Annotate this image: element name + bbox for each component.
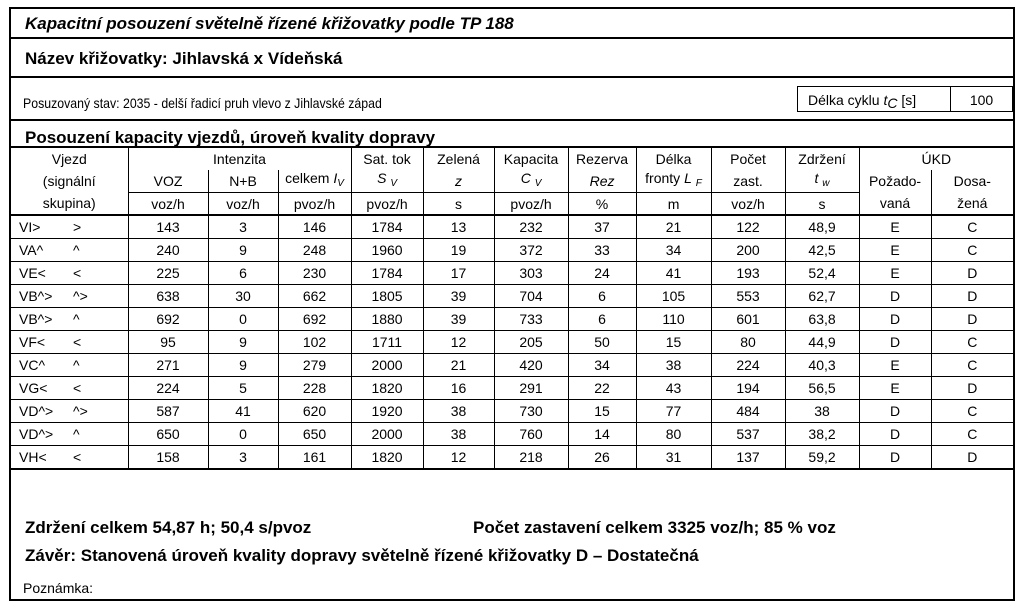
- cell-celkem: 692: [278, 308, 351, 331]
- cell-voz: 638: [128, 285, 208, 308]
- cell-celkem: 230: [278, 262, 351, 285]
- section-title: Posouzení kapacity vjezdů, úroveň kvality dopravy: [25, 128, 436, 147]
- cell-z: 12: [423, 446, 494, 470]
- col-head-dosazena-2: žená: [931, 193, 1013, 216]
- cell-kap: 760: [494, 423, 568, 446]
- cell-rez: 37: [568, 215, 636, 239]
- table-row: [11, 215, 1013, 239]
- unit-nb: voz/h: [208, 193, 278, 216]
- cell-celkem: 248: [278, 239, 351, 262]
- cell-pocet: 194: [711, 377, 785, 400]
- cell-tw: 38: [785, 400, 859, 423]
- note-row: [11, 575, 1013, 599]
- cell-lf: 105: [636, 285, 711, 308]
- cell-nb: 9: [208, 354, 278, 377]
- direction: >: [73, 219, 82, 235]
- table-row: [11, 423, 1013, 446]
- cell-nb: 41: [208, 400, 278, 423]
- cell-sat: 1820: [351, 446, 423, 470]
- cell-z: 12: [423, 331, 494, 354]
- cell-nb: 6: [208, 262, 278, 285]
- cell-sat: 1960: [351, 239, 423, 262]
- col-head-rezerva: Rezerva: [568, 147, 636, 170]
- col-head-pocet-2: zast.: [711, 170, 785, 193]
- unit-pocet: voz/h: [711, 193, 785, 216]
- cell-tw: 59,2: [785, 446, 859, 470]
- col-head-vjezd: Vjezd: [11, 147, 128, 170]
- unit-delka: m: [636, 193, 711, 216]
- col-head-dosazena: Dosa-: [931, 170, 1013, 193]
- cell-rez: 15: [568, 400, 636, 423]
- cell-sat: 1711: [351, 331, 423, 354]
- cell-poz: E: [859, 215, 931, 239]
- cycle-length-label: Délka cyklu tC [s]: [808, 92, 917, 111]
- cell-tw: 62,7: [785, 285, 859, 308]
- cell-celkem: 228: [278, 377, 351, 400]
- cell-lf: 31: [636, 446, 711, 470]
- cell-dos: D: [931, 446, 1013, 470]
- assessed-state: Posuzovaný stav: 2035 - delší řadicí pruh vlevo z Jihlavské západ: [23, 95, 382, 111]
- table-row: [11, 262, 1013, 285]
- signal-group: VA^: [19, 242, 44, 258]
- direction: ^>: [73, 288, 88, 304]
- direction: <: [73, 380, 82, 396]
- col-head-nb: N+B: [208, 170, 278, 193]
- cell-z: 17: [423, 262, 494, 285]
- signal-group: VD^>: [19, 403, 54, 419]
- table-row: [11, 446, 1013, 470]
- cell-rez: 22: [568, 377, 636, 400]
- direction: <: [73, 265, 82, 281]
- cycle-length-label-cell: [797, 86, 951, 112]
- cell-voz: 224: [128, 377, 208, 400]
- cell-tw: 38,2: [785, 423, 859, 446]
- cell-dos: C: [931, 354, 1013, 377]
- cell-sat: 1784: [351, 262, 423, 285]
- total-delay: Zdržení celkem 54,87 h; 50,4 s/pvoz: [25, 518, 312, 537]
- cell-celkem: 102: [278, 331, 351, 354]
- document-title: Kapacitní posouzení světelně řízené křižovatky podle TP 188: [25, 14, 514, 33]
- table-row: [11, 400, 1013, 423]
- conclusion-row: [11, 543, 1013, 573]
- cell-pocet: 193: [711, 262, 785, 285]
- capacity-assessment-sheet: [9, 7, 1015, 601]
- header-row-1: [11, 147, 1013, 170]
- cell-dos: C: [931, 400, 1013, 423]
- cell-vjezd: [11, 377, 128, 400]
- cell-lf: 110: [636, 308, 711, 331]
- signal-group: VC^: [19, 357, 46, 373]
- cell-voz: 587: [128, 400, 208, 423]
- table-row: [11, 377, 1013, 400]
- col-head-delka-sym: fronty L $_F$: [636, 170, 711, 193]
- direction: <: [73, 449, 82, 465]
- signal-group: VB^>: [19, 311, 53, 327]
- cell-voz: 143: [128, 215, 208, 239]
- cell-nb: 9: [208, 239, 278, 262]
- intersection-name-row: [11, 39, 1013, 78]
- direction: ^: [73, 242, 80, 258]
- cell-z: 13: [423, 215, 494, 239]
- col-head-sat-sym: S $_V$: [351, 170, 423, 193]
- cell-celkem: 650: [278, 423, 351, 446]
- signal-group: VF<: [19, 334, 46, 350]
- cell-pocet: 537: [711, 423, 785, 446]
- col-head-pozadovana: Požado-: [859, 170, 931, 193]
- unit-sat: pvoz/h: [351, 193, 423, 216]
- signal-group: VE<: [19, 265, 46, 281]
- direction: <: [73, 334, 82, 350]
- cell-tw: 63,8: [785, 308, 859, 331]
- direction: ^: [73, 426, 80, 442]
- cell-sat: 1880: [351, 308, 423, 331]
- direction: ^>: [73, 403, 88, 419]
- cell-vjezd: [11, 239, 128, 262]
- cell-lf: 38: [636, 354, 711, 377]
- capacity-table: [11, 146, 1013, 470]
- cell-pocet: 601: [711, 308, 785, 331]
- cell-kap: 730: [494, 400, 568, 423]
- signal-group: VB^>: [19, 288, 53, 304]
- unit-voz: voz/h: [128, 193, 208, 216]
- col-head-pozadovana-2: vaná: [859, 193, 931, 216]
- signal-group: VD^>: [19, 426, 54, 442]
- document-title-row: [11, 9, 1013, 39]
- cell-rez: 50: [568, 331, 636, 354]
- cell-tw: 44,9: [785, 331, 859, 354]
- cell-poz: D: [859, 285, 931, 308]
- cell-sat: 2000: [351, 354, 423, 377]
- cell-sat: 1784: [351, 215, 423, 239]
- cell-vjezd: [11, 423, 128, 446]
- cell-vjezd: [11, 446, 128, 470]
- cell-dos: D: [931, 285, 1013, 308]
- cell-voz: 95: [128, 331, 208, 354]
- cell-z: 38: [423, 400, 494, 423]
- cell-rez: 33: [568, 239, 636, 262]
- cell-poz: D: [859, 331, 931, 354]
- cell-tw: 42,5: [785, 239, 859, 262]
- cell-vjezd: [11, 354, 128, 377]
- cell-pocet: 553: [711, 285, 785, 308]
- cell-sat: 1920: [351, 400, 423, 423]
- col-head-vjezd-3: skupina): [11, 193, 128, 216]
- cell-dos: C: [931, 239, 1013, 262]
- direction: ^: [73, 357, 80, 373]
- unit-celkem: pvoz/h: [278, 193, 351, 216]
- table-row: [11, 354, 1013, 377]
- cell-nb: 0: [208, 423, 278, 446]
- col-head-rez-sym: Rez: [568, 170, 636, 193]
- cell-vjezd: [11, 331, 128, 354]
- cell-z: 38: [423, 423, 494, 446]
- cell-tw: 40,3: [785, 354, 859, 377]
- header-row-3: [11, 193, 1013, 216]
- cell-lf: 21: [636, 215, 711, 239]
- cell-tw: 56,5: [785, 377, 859, 400]
- cell-nb: 30: [208, 285, 278, 308]
- cell-poz: E: [859, 239, 931, 262]
- cell-pocet: 224: [711, 354, 785, 377]
- cell-kap: 205: [494, 331, 568, 354]
- cell-lf: 34: [636, 239, 711, 262]
- cell-vjezd: [11, 262, 128, 285]
- col-head-kapacita: Kapacita: [494, 147, 568, 170]
- cycle-length-value: 100: [969, 92, 994, 108]
- cell-rez: 6: [568, 285, 636, 308]
- cell-lf: 43: [636, 377, 711, 400]
- cell-kap: 420: [494, 354, 568, 377]
- col-head-intenzita: Intenzita: [128, 147, 351, 170]
- table-row: [11, 308, 1013, 331]
- cell-voz: 650: [128, 423, 208, 446]
- col-head-sat: Sat. tok: [351, 147, 423, 170]
- section-title-row: [11, 121, 1013, 149]
- table-row: [11, 331, 1013, 354]
- cell-poz: D: [859, 423, 931, 446]
- cell-lf: 77: [636, 400, 711, 423]
- cell-voz: 692: [128, 308, 208, 331]
- cell-celkem: 279: [278, 354, 351, 377]
- cell-nb: 0: [208, 308, 278, 331]
- table-row: [11, 239, 1013, 262]
- col-head-zdr-sym: t $_w$: [785, 170, 859, 193]
- unit-zelena: s: [423, 193, 494, 216]
- summary-row: [11, 515, 1013, 541]
- cycle-length-value-cell: [951, 86, 1013, 112]
- cell-poz: D: [859, 400, 931, 423]
- cell-rez: 6: [568, 308, 636, 331]
- unit-rezerva: %: [568, 193, 636, 216]
- cell-dos: C: [931, 215, 1013, 239]
- col-head-zelena: Zelená: [423, 147, 494, 170]
- cell-poz: E: [859, 354, 931, 377]
- col-head-delka: Délka: [636, 147, 711, 170]
- col-head-vjezd-2: (signální: [42, 173, 96, 190]
- cell-kap: 291: [494, 377, 568, 400]
- signal-group: VG<: [19, 380, 48, 396]
- cell-celkem: 662: [278, 285, 351, 308]
- cell-celkem: 146: [278, 215, 351, 239]
- cell-pocet: 122: [711, 215, 785, 239]
- unit-zdrzeni: s: [785, 193, 859, 216]
- col-head-zdrzeni: Zdržení: [785, 147, 859, 170]
- cell-poz: D: [859, 446, 931, 470]
- note-label: Poznámka:: [23, 580, 94, 596]
- cell-sat: 2000: [351, 423, 423, 446]
- cell-vjezd: [11, 215, 128, 239]
- cell-tw: 48,9: [785, 215, 859, 239]
- cell-nb: 3: [208, 446, 278, 470]
- cell-dos: D: [931, 377, 1013, 400]
- cell-dos: C: [931, 331, 1013, 354]
- cell-dos: D: [931, 262, 1013, 285]
- cell-dos: D: [931, 308, 1013, 331]
- cell-z: 39: [423, 308, 494, 331]
- cell-nb: 9: [208, 331, 278, 354]
- cell-celkem: 620: [278, 400, 351, 423]
- cell-nb: 5: [208, 377, 278, 400]
- cell-voz: 271: [128, 354, 208, 377]
- col-head-kap-sym: C $_V$: [494, 170, 568, 193]
- cell-pocet: 484: [711, 400, 785, 423]
- col-head-celkem: celkem $I_V$: [278, 170, 351, 193]
- cell-vjezd: [11, 308, 128, 331]
- cell-voz: 158: [128, 446, 208, 470]
- cell-sat: 1805: [351, 285, 423, 308]
- cell-rez: 26: [568, 446, 636, 470]
- signal-group: VI>: [19, 219, 41, 235]
- cell-sat: 1820: [351, 377, 423, 400]
- cell-poz: D: [859, 308, 931, 331]
- cell-lf: 15: [636, 331, 711, 354]
- conclusion: Závěr: Stanovená úroveň kvality dopravy světelně řízené křižovatky D – Dostatečná: [25, 546, 699, 565]
- cell-kap: 372: [494, 239, 568, 262]
- col-head-ukd: ÚKD: [859, 147, 1013, 170]
- cell-kap: 733: [494, 308, 568, 331]
- cell-pocet: 80: [711, 331, 785, 354]
- col-head-zelena-sym: z: [423, 170, 494, 193]
- cell-z: 21: [423, 354, 494, 377]
- cell-lf: 80: [636, 423, 711, 446]
- cell-pocet: 137: [711, 446, 785, 470]
- cell-voz: 225: [128, 262, 208, 285]
- cell-kap: 303: [494, 262, 568, 285]
- cell-vjezd: [11, 285, 128, 308]
- cell-z: 16: [423, 377, 494, 400]
- cell-poz: E: [859, 262, 931, 285]
- cell-kap: 232: [494, 215, 568, 239]
- cell-kap: 218: [494, 446, 568, 470]
- cell-z: 19: [423, 239, 494, 262]
- table-row: [11, 285, 1013, 308]
- cell-voz: 240: [128, 239, 208, 262]
- cell-kap: 704: [494, 285, 568, 308]
- cell-dos: C: [931, 423, 1013, 446]
- assessed-state-row: [11, 80, 1013, 121]
- cell-poz: E: [859, 377, 931, 400]
- cell-rez: 14: [568, 423, 636, 446]
- intersection-name: Název křižovatky: Jihlavská x Vídeňská: [25, 49, 343, 68]
- unit-kapacita: pvoz/h: [494, 193, 568, 216]
- cell-z: 39: [423, 285, 494, 308]
- cell-rez: 34: [568, 354, 636, 377]
- header-row-2: [11, 170, 1013, 193]
- total-stops: Počet zastavení celkem 3325 voz/h; 85 % voz: [473, 518, 836, 537]
- cell-celkem: 161: [278, 446, 351, 470]
- cell-tw: 52,4: [785, 262, 859, 285]
- cell-rez: 24: [568, 262, 636, 285]
- cell-lf: 41: [636, 262, 711, 285]
- signal-group: VH<: [19, 449, 47, 465]
- col-head-voz: VOZ: [128, 170, 208, 193]
- col-head-pocet: Počet: [711, 147, 785, 170]
- cell-vjezd: [11, 400, 128, 423]
- cell-pocet: 200: [711, 239, 785, 262]
- direction: ^: [73, 311, 80, 327]
- cell-nb: 3: [208, 215, 278, 239]
